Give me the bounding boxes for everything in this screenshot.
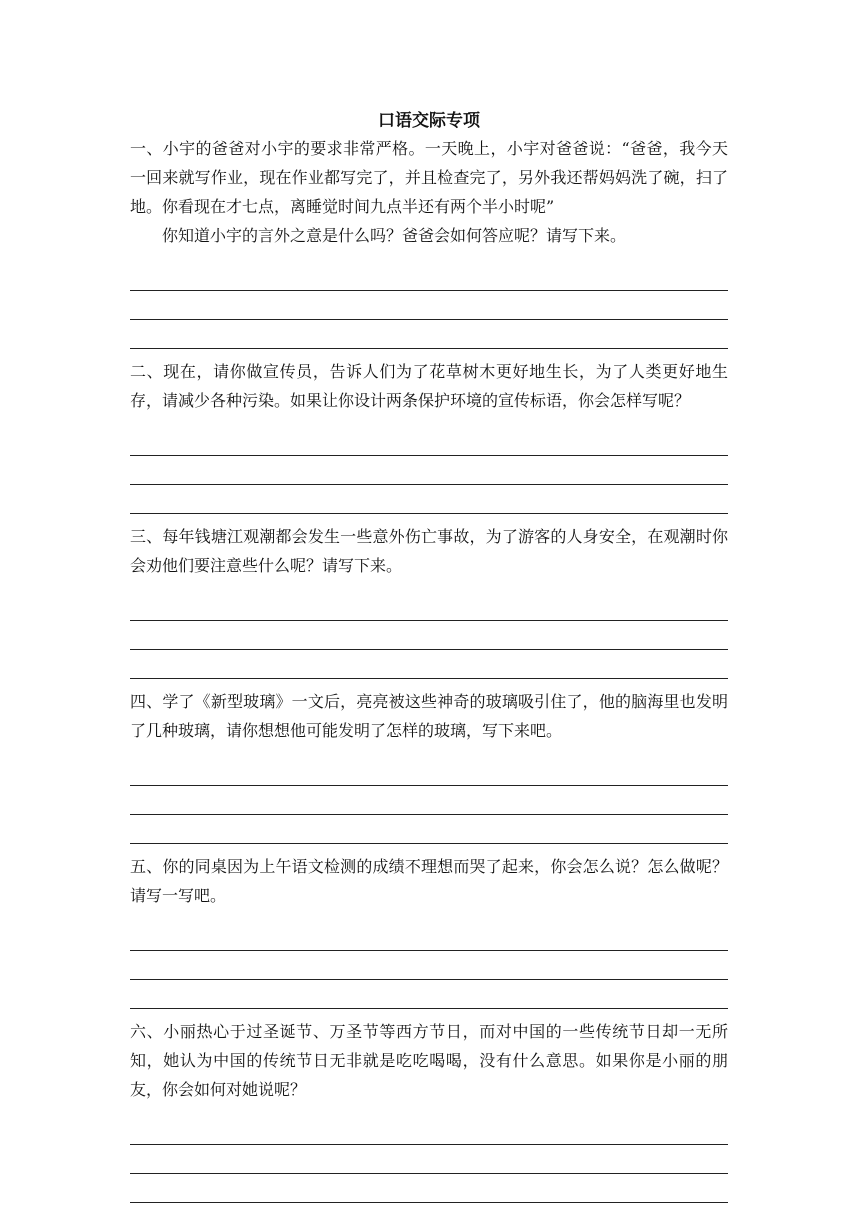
question-3-text: 三、每年钱塘江观潮都会发生一些意外伤亡事故，为了游客的人身安全，在观潮时你会劝他们要注意些什么呢？请写下来。 [130,527,728,575]
answer-area-2[interactable] [130,427,728,514]
question-3 [130,522,728,679]
answer-line[interactable] [130,757,728,786]
answer-line[interactable] [130,291,728,320]
question-1 [130,134,728,349]
worksheet-page [130,108,728,1203]
answer-line[interactable] [130,786,728,815]
answer-line[interactable] [130,621,728,650]
answer-line[interactable] [130,1145,728,1174]
question-6 [130,1017,728,1203]
question-1-prompt: 你知道小宇的言外之意是什么吗？爸爸会如何答应呢？请写下来。 [162,226,627,245]
question-4 [130,687,728,844]
answer-line[interactable] [130,980,728,1009]
answer-line[interactable] [130,1174,728,1203]
answer-line[interactable] [130,650,728,679]
answer-line[interactable] [130,262,728,291]
answer-line[interactable] [130,815,728,844]
answer-line[interactable] [130,951,728,980]
answer-area-4[interactable] [130,757,728,844]
question-2 [130,357,728,514]
answer-line[interactable] [130,922,728,951]
answer-area-1[interactable] [130,262,728,349]
answer-line[interactable] [130,320,728,349]
question-4-text: 四、学了《新型玻璃》一文后，亮亮被这些神奇的玻璃吸引住了，他的脑海里也发明了几种玻璃，请你想想他可能发明了怎样的玻璃，写下来吧。 [130,692,728,740]
answer-line[interactable] [130,1116,728,1145]
answer-line[interactable] [130,456,728,485]
answer-line[interactable] [130,592,728,621]
question-1-text: 一、小宇的爸爸对小宇的要求非常严格。一天晚上，小宇对爸爸说：“爸爸，我今天一回来就写作业，现在作业都写完了，并且检查完了，另外我还帮妈妈洗了碗，扫了地。你看现在才七点，离睡觉时间九点半还有两个半小时呢” [130,139,728,216]
question-2-text: 二、现在，请你做宣传员，告诉人们为了花草树木更好地生长，为了人类更好地生存，请减少各种污染。如果让你设计两条保护环境的宣传标语，你会怎样写呢？ [130,362,728,410]
page-title: 口语交际专项 [378,111,480,131]
question-5-text: 五、你的同桌因为上午语文检测的成绩不理想而哭了起来，你会怎么说？怎么做呢？请写一写吧。 [130,857,728,905]
question-6-text: 六、小丽热心于过圣诞节、万圣节等西方节日，而对中国的一些传统节日却一无所知，她认为中国的传统节日无非就是吃吃喝喝，没有什么意思。如果你是小丽的朋友，你会如何对她说呢？ [130,1022,728,1099]
answer-area-3[interactable] [130,592,728,679]
answer-line[interactable] [130,427,728,456]
answer-area-5[interactable] [130,922,728,1009]
answer-line[interactable] [130,485,728,514]
question-5 [130,852,728,1009]
answer-area-6[interactable] [130,1116,728,1203]
